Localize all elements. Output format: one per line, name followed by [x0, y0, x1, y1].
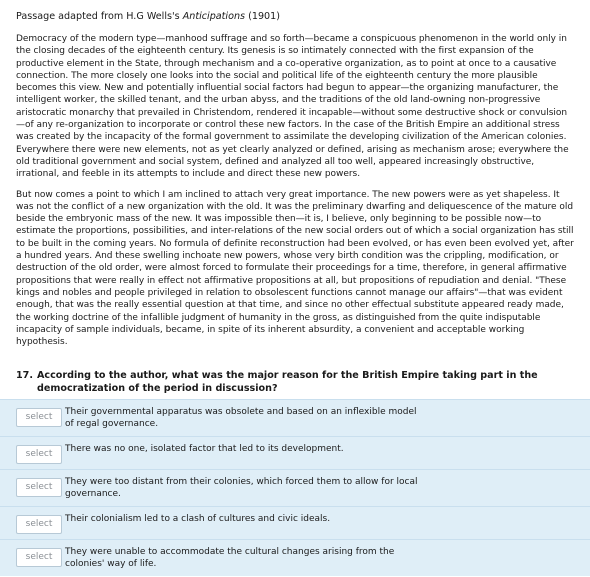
- answer-option-2[interactable]: [0, 436, 590, 469]
- source-title: Anticipations: [182, 11, 246, 22]
- select-button[interactable]: select: [16, 478, 62, 497]
- question-prompt: [16, 370, 574, 395]
- passage-source: [16, 10, 574, 23]
- question-text: According to the author, what was the major reason for the British Empire taking part in the democratization of the period in discussion?: [37, 370, 538, 394]
- answer-text: They were unable to accommodate the cultural changes arising from the colonies' way of life.: [65, 547, 395, 570]
- answer-option-4[interactable]: [0, 506, 590, 539]
- source-prefix: Passage adapted from H.G Wells's: [16, 11, 183, 22]
- passage-paragraph-1: Democracy of the modern type—manhood suffrage and so forth—became a conspicuous phenomenon in the world only in the closing decades of the eighteenth century. Its genesis is so intimately connected with the first expansion of the productive element in the State, through mechanism and a co-operative organization, as to point at once to a causative connection. The more closely one looks into the social and political life of the eighteenth century the more plausible becomes this view. New and potentially influential social factors had begun to appear—the organizing manufacturer, the intelligent worker, the skilled tenant, and the urban abyss, and the traditions of the old land-owning non-progressive aristocratic monarchy that prevailed in Christendom, rendered it incapable—without some destructive shock or convulsion—of any re-organization to incorporate or control these new factors. In the case of the British Empire an additional stress was created by the incapacity of the formal government to assimilate the developing civilization of the American colonies. Everywhere there were new elements, not as yet clearly analyzed or defined, arising as mechanism arose; everywhere the old traditional government and social system, defined and analyzed all too well, appeared increasingly obstructive, irrational, and feeble in its attempts to include and direct these new powers.: [16, 34, 569, 180]
- passage-text: [16, 33, 574, 348]
- answer-option-5[interactable]: [0, 539, 590, 576]
- answer-option-3[interactable]: [0, 469, 590, 506]
- question-number: 17.: [16, 370, 33, 382]
- answer-text: They were too distant from their colonies, which forced them to allow for local governance.: [65, 477, 418, 500]
- answer-text: Their governmental apparatus was obsolete and based on an inflexible model of regal governance.: [65, 407, 417, 430]
- passage-paragraph-2: But now comes a point to which I am inclined to attach very great importance. The new powers were as yet shapeless. It was not the conflict of a new organization with the old. It was the preliminary dwarfing and deliquescence of the mature old beside the embryonic mass of the new. It was impossible then—it is, I believe, only beginning to be possible now—to estimate the proportions, possibilities, and inter-relations of the new social orders out of which a social organization has still to be built in the coming years. No formula of definite reconstruction had been evolved, or has even been evolved yet, after a hundred years. And these swelling inchoate new powers, whose very birth condition was the crippling, modification, or destruction of the old order, were almost forced to formulate their proceedings for a time, therefore, in general affirmative propositions that were really in effect not affirmative propositions at all, but propositions of repudiation and denial. "These kings and nobles and people privileged in relation to obsolescent functions cannot manage our affairs"—that was evident enough, that was the really essential question at that time, and since no other effectual substitute appeared ready made, the working doctrine of the infallible judgment of humanity in the gross, as distinguished from the quite indisputable incapacity of sample individuals, became, in spite of its inherent absurdity, a convenient and acceptable working hypothesis.: [16, 189, 574, 348]
- source-suffix: (1901): [245, 11, 280, 22]
- answer-text: There was no one, isolated factor that led to its development.: [65, 444, 344, 454]
- select-button[interactable]: select: [16, 515, 62, 534]
- answer-list: [0, 399, 590, 576]
- answer-option-1[interactable]: [0, 399, 590, 436]
- select-button[interactable]: select: [16, 548, 62, 567]
- select-button[interactable]: select: [16, 445, 62, 464]
- answer-text: Their colonialism led to a clash of cultures and civic ideals.: [65, 514, 331, 524]
- select-button[interactable]: select: [16, 408, 62, 427]
